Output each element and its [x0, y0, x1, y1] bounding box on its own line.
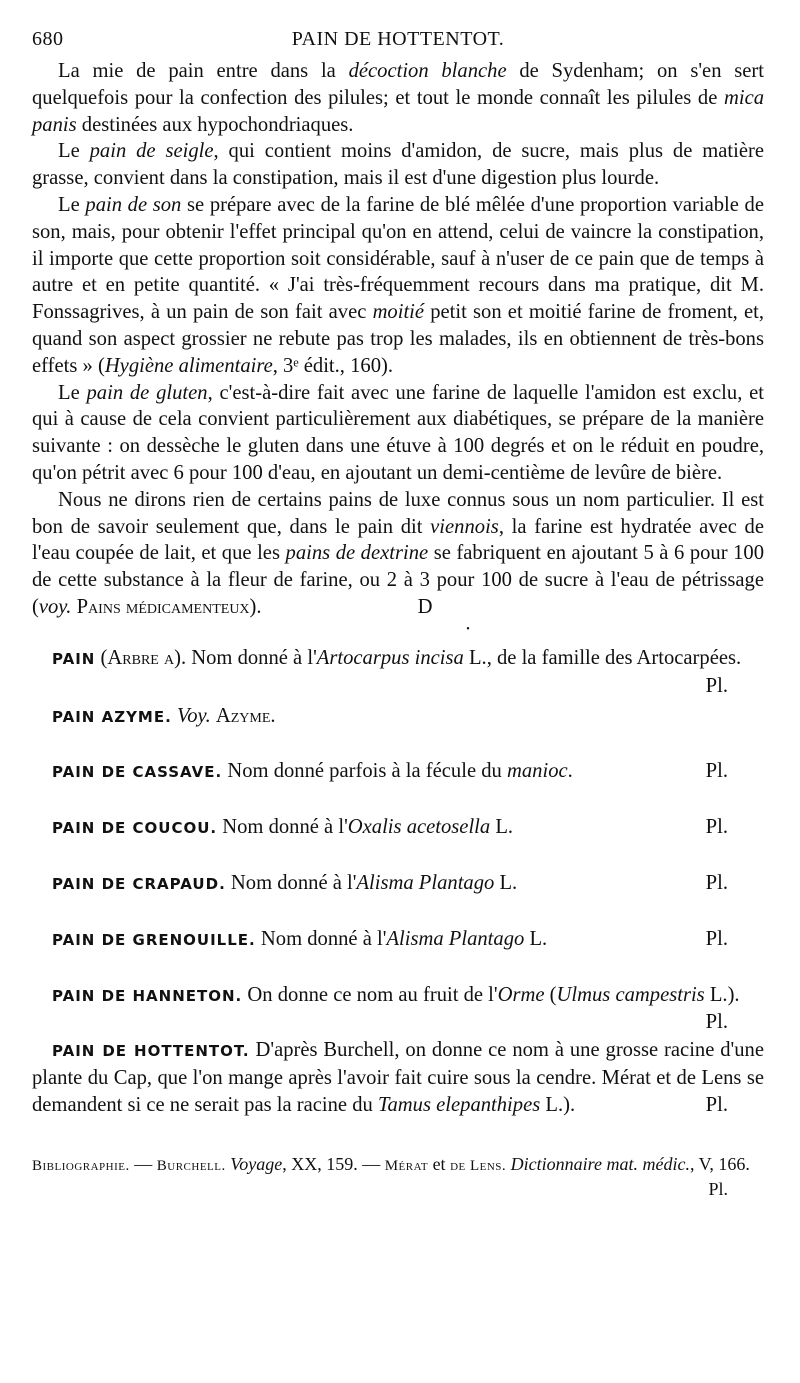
entry-signature: Pl. — [705, 816, 728, 839]
entry-pain-de-hottentot: PAIN DE HOTTENTOT. D'après Burchell, on donne ce nom à une grosse racine d'une plante du Cap, que l'on mange après l'avoir fait cuire sous la cendre. Mérat et de Lens se demandent si ce ne serait pas la racine du Tamus elepanthipes L.). Pl. — [32, 1037, 764, 1118]
entry-headword: PAIN DE CRAPAUD. — [52, 874, 226, 893]
page-header — [32, 28, 764, 58]
author-signature: D — [417, 595, 433, 618]
entry-headword: PAIN — [52, 649, 96, 668]
entry-pain-de-crapaud: PAIN DE CRAPAUD. Nom donné à l'Alisma Plantago L. Pl. — [32, 870, 764, 898]
entry-pain-de-coucou: PAIN DE COUCOU. Nom donné à l'Oxalis acetosella L. Pl. — [32, 814, 764, 842]
document-page — [32, 28, 764, 1201]
entry-signature: Pl. — [705, 674, 728, 697]
entry-signature: Pl. — [705, 760, 728, 783]
entry-headword: PAIN DE COUCOU. — [52, 819, 218, 838]
entry-pain-azyme: PAIN AZYME. Voy. Azyme. — [52, 704, 276, 727]
entry-signature: Pl. — [705, 927, 728, 950]
entry-pain-arbre: PAIN (Arbre a). Nom donné à l'Artocarpus incisa L., de la famille des Artocarpées. Pl. — [32, 645, 764, 673]
entry-pain-de-grenouille: PAIN DE GRENOUILLE. Nom donné à l'Alisma Plantago L. Pl. — [32, 926, 764, 954]
paragraph-pain-de-son: Le pain de son se prépare avec de la farine de blé mêlée d'une proportion variable de son, mais, pour obtenir l'effet principal qu'on en attend, celui de vaincre la constipation, il importe que cette proportion soit considérable, sauf à n'user de ce pain que de temps à autre et en petite quantité. « J'ai très-fréquemment recours dans ma pratique, dit M. Fonssagrives, à un pain de son fait avec moitié petit son et moitié farine de froment, et, quand son aspect grossier ne rebute pas trop les malades, ils en obtiennent de très-bons effets » (Hygiène alimentaire, 3ᵉ édit., 160). — [32, 193, 765, 377]
entry-headword: PAIN DE CASSAVE. — [52, 763, 223, 782]
bibliography-signature: Pl. — [708, 1178, 728, 1199]
entry-pain-de-cassave: PAIN DE CASSAVE. Nom donné parfois à la fécule du manioc. Pl. — [32, 758, 764, 786]
entry-pain-de-hanneton: PAIN DE HANNETON. On donne ce nom au fruit de l'Orme (Ulmus campestris L.). Pl. — [32, 982, 764, 1010]
paragraph-pain-de-gluten: Le pain de gluten, c'est-à-dire fait avec une farine de laquelle l'amidon est exclu, et qui à cause de cela convient particulièrement aux diabétiques, se prépare de la manière suivante : on dessèche le gluten dans une étuve à 100 degrés et on le réduit en poudre, qu'on pétrit avec 6 pour 100 d'eau, en ajoutant un demi-centième de levûre de bière. — [32, 381, 764, 484]
running-title: PAIN DE HOTTENTOT. — [291, 28, 505, 50]
paragraph-pains-de-luxe: Nous ne dirons rien de certains pains de luxe connus sous un nom particulier. Il est bon de savoir seulement que, dans le pain dit viennois, la farine est hydratée avec de l'eau coupée de lait, et que les pains de dextrine se fabriquent en ajoutant 5 à 6 pour 100 de cette substance à la fleur de farine, ou 2 à 3 pour 100 de sucre à l'eau de pétrissage (voy. Pains médicamenteux). D — [32, 487, 764, 621]
entry-headword: PAIN AZYME. — [52, 707, 172, 726]
paragraph-mie-de-pain: La mie de pain entre dans la décoction blanche de Sydenham; on s'en sert quelquefois pour la confection des pilules; et tout le monde connaît les pilules de mica panis destinées aux hypochondriaques. — [32, 60, 764, 136]
bibliography-label: Bibliographie. — [32, 1157, 130, 1174]
entry-headword: PAIN DE HANNETON. — [52, 986, 243, 1005]
bibliography: Bibliographie. — Burchell. Voyage, XX, 159. — Mérat et de Lens. Dictionnaire mat. médic., V, 166. Pl. — [32, 1153, 750, 1199]
entry-signature: Pl. — [705, 1011, 728, 1034]
entry-signature: Pl. — [705, 1093, 728, 1116]
paragraph-pain-de-seigle: Le pain de seigle, qui contient moins d'amidon, de sucre, mais plus de matière grasse, convient dans la constipation, mais il est d'une digestion plus lourde. — [32, 140, 765, 190]
page-number: 680 — [32, 28, 64, 50]
entry-headword: PAIN DE HOTTENTOT. — [52, 1042, 250, 1061]
ornament-dot: • — [466, 623, 470, 635]
entry-signature: Pl. — [705, 871, 728, 894]
entry-headword: PAIN DE GRENOUILLE. — [52, 930, 256, 949]
